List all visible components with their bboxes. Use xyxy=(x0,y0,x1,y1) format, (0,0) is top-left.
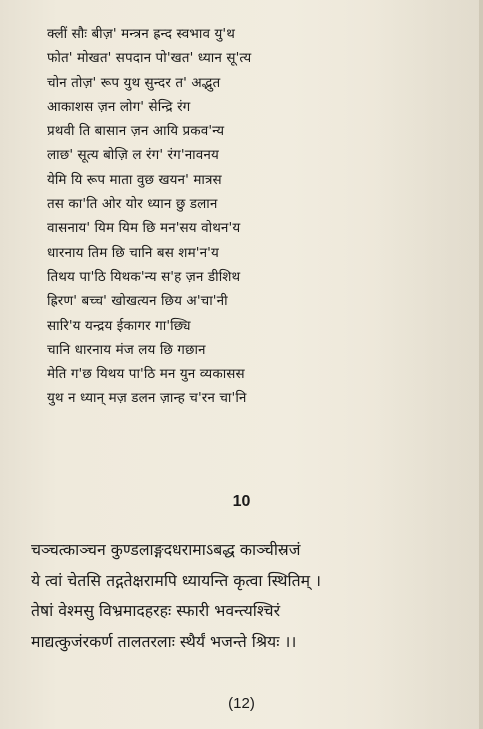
poem-line: प्रथवी ति बासान ज़न आयि प्रकव'न्य xyxy=(47,123,225,140)
poem-line: युथ न ध्यान् मज़ डलन ज़ान्ह च'रन चा'नि xyxy=(47,390,247,407)
poem-line: मेति ग'छ यिथय पा'ठि मन युन व्यकासस xyxy=(47,366,245,383)
sanskrit-sloka xyxy=(31,535,476,657)
poem-line: येमि यि रूप माता वुछ खयन' मात्रस xyxy=(47,171,222,188)
poem-line: क्लीं सौः बीज़' मन्त्रन ह्रन्द स्वभाव यु'थ xyxy=(47,26,235,42)
sloka-line: ये त्वां चेतसि तद्गतेक्षरामपि ध्यायन्ति कृत्वा स्थितिम् । xyxy=(31,570,322,590)
poem-line: चानि धारनाय मंज लय छि गछान xyxy=(47,341,206,358)
sloka-line: चञ्चत्काञ्चन कुण्डलाङ्गदधरामाऽबद्ध काञ्चीस्रजं xyxy=(31,540,301,559)
poem-line: आकाशस ज़न लोग' सेन्द्रि रंग xyxy=(47,98,191,115)
poem-line: सारि'य यन्द्रय ईकागर गा'छ्यि xyxy=(47,317,191,334)
poem-line: लाछ' सूत्य बोज़ि ल रंग' रंग'नावनय xyxy=(47,147,219,164)
poem-line: वासनाय' यिम यिम छि मन'सय वोथन'य xyxy=(47,220,241,237)
poem-line: धारनाय तिम छि चानि बस शम'न'य xyxy=(47,244,219,261)
verse-number: 10 xyxy=(232,493,251,510)
sloka-line: माद्यत्कुजंरकर्ण तालतरलाः स्थैर्यं भजन्ते श्रियः ।। xyxy=(31,631,297,651)
page-edge xyxy=(479,0,483,729)
poem-line: तस का'ति ओर योर ध्यान छु डलान xyxy=(47,196,218,213)
poem-line: चोन तोज़' रूप युथ सुन्दर त' अद्भुत xyxy=(47,74,221,91)
poem-line: फोत' मोखत' सपदान पो'खत' ध्यान सू'त्य xyxy=(47,50,252,67)
sloka-line: तेषां वेश्मसु विभ्रमादहरहः स्फारी भवन्त्यश्चिरं xyxy=(31,601,281,620)
poem-line: ह्रिरण' बच्च' खोखत्यन छिय अ'चा'नी xyxy=(47,293,228,310)
kashmiri-poem xyxy=(47,22,427,411)
page-number: (12) xyxy=(228,695,255,712)
poem-line: तिथय पा'ठि यिथक'न्य स'ह ज़न डीशिथ xyxy=(47,268,241,285)
